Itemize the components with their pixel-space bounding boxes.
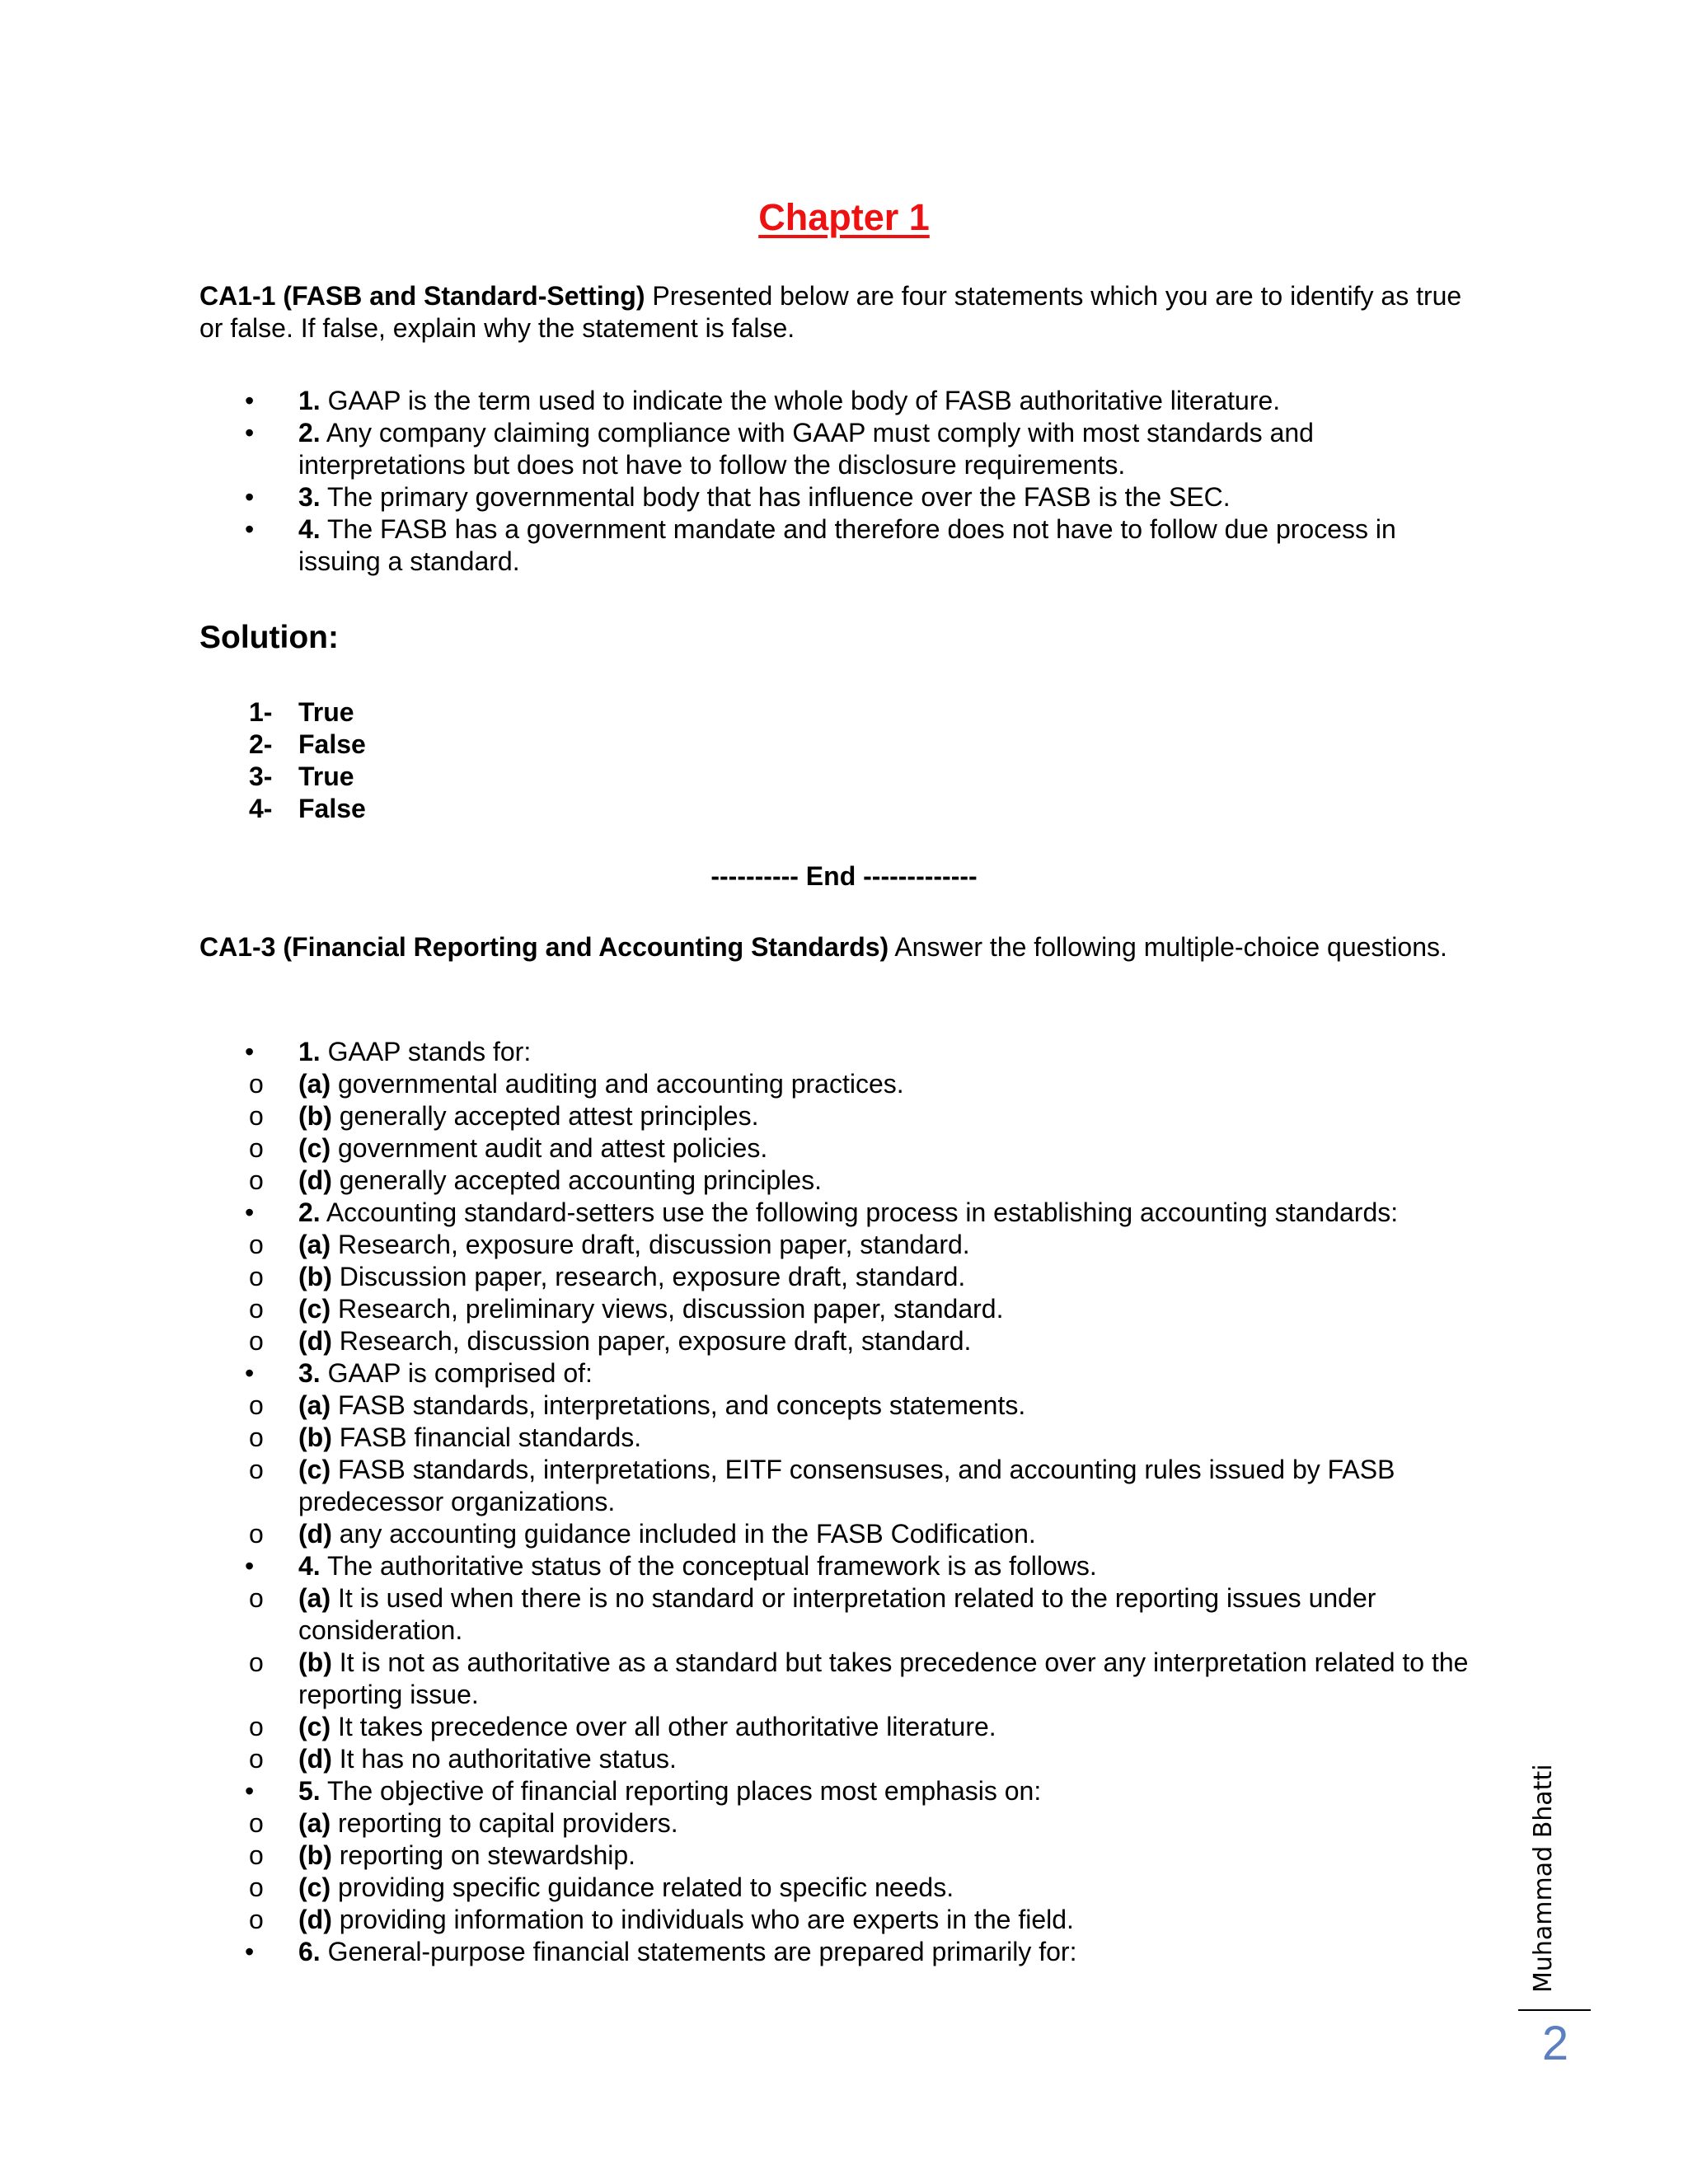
option-letter: (b) xyxy=(298,1262,332,1291)
circle-bullet-icon: o xyxy=(249,1455,264,1484)
statement-number: 4. xyxy=(298,514,321,544)
end-marker: ---------- End ------------- xyxy=(710,861,978,891)
bullet-icon: • xyxy=(245,1776,255,1806)
ca1-1-intro xyxy=(199,280,1485,344)
answer-value: False xyxy=(298,794,366,823)
option-item xyxy=(249,1840,1485,1872)
ca1-3-intro xyxy=(199,931,1485,963)
question-text: The objective of financial reporting places most emphasis on: xyxy=(320,1776,1042,1806)
answer-number: 1- xyxy=(249,697,273,727)
option-text: FASB financial standards. xyxy=(331,1422,642,1452)
bullet-icon: • xyxy=(245,514,255,544)
option-letter: (c) xyxy=(298,1712,331,1741)
ca1-3-heading: CA1-3 (Financial Reporting and Accounting Standards) xyxy=(199,932,889,962)
option-list xyxy=(199,1807,1485,1936)
circle-bullet-icon: o xyxy=(249,1326,264,1356)
statement-text: Any company claiming compliance with GAAP must comply with most standards and interpretations but does not have to follow the disclosure requirements. xyxy=(298,418,1314,480)
question-number: 1. xyxy=(298,1037,321,1066)
author-name: Muhammad Bhatti xyxy=(1529,1764,1558,1993)
circle-bullet-icon: o xyxy=(249,1647,264,1677)
chapter-title: Chapter 1 xyxy=(758,196,930,238)
option-text: reporting on stewardship. xyxy=(331,1840,636,1870)
option-item xyxy=(249,1100,1485,1132)
ca1-3-intro-text: Answer the following multiple-choice questions. xyxy=(889,932,1447,962)
circle-bullet-icon: o xyxy=(249,1744,264,1774)
option-item xyxy=(249,1872,1485,1904)
option-item xyxy=(249,1711,1485,1743)
question-text: The authoritative status of the conceptual framework is as follows. xyxy=(320,1551,1097,1581)
statement-item xyxy=(199,481,1485,513)
bullet-icon: • xyxy=(245,1937,255,1966)
circle-bullet-icon: o xyxy=(249,1840,264,1870)
circle-bullet-icon: o xyxy=(249,1294,264,1324)
option-item xyxy=(249,1229,1485,1261)
bullet-icon: • xyxy=(245,1358,255,1388)
statement-item xyxy=(199,385,1485,417)
question-text: Accounting standard-setters use the following process in establishing accounting standards: xyxy=(320,1197,1399,1227)
circle-bullet-icon: o xyxy=(249,1230,264,1259)
option-letter: (c) xyxy=(298,1455,331,1484)
circle-bullet-icon: o xyxy=(249,1165,264,1195)
statement-text: The primary governmental body that has influence over the FASB is the SEC. xyxy=(320,482,1231,512)
ca1-1-section xyxy=(199,280,1485,344)
page-number: 2 xyxy=(1541,2017,1569,2070)
circle-bullet-icon: o xyxy=(249,1069,264,1099)
option-letter: (d) xyxy=(298,1326,332,1356)
solution-heading: Solution: xyxy=(199,620,339,655)
option-text: reporting to capital providers. xyxy=(331,1808,678,1838)
option-letter: (a) xyxy=(298,1390,331,1420)
option-text: government audit and attest policies. xyxy=(331,1133,768,1163)
ca1-3-section xyxy=(199,931,1485,963)
circle-bullet-icon: o xyxy=(249,1262,264,1291)
answer-value: True xyxy=(298,697,354,727)
question-item xyxy=(199,1036,1485,1197)
question-number: 4. xyxy=(298,1551,321,1581)
circle-bullet-icon: o xyxy=(249,1808,264,1838)
option-text: FASB standards, interpretations, and concepts statements. xyxy=(331,1390,1026,1420)
answer-row xyxy=(249,793,366,825)
circle-bullet-icon: o xyxy=(249,1583,264,1613)
ca1-1-statements xyxy=(199,385,1485,578)
ca1-1-heading: CA1-1 (FASB and Standard-Setting) xyxy=(199,281,645,311)
sidebar-divider xyxy=(1518,2009,1591,2011)
option-item xyxy=(249,1132,1485,1165)
question-list xyxy=(199,1036,1485,1968)
option-letter: (b) xyxy=(298,1422,332,1452)
bullet-icon: • xyxy=(245,418,255,448)
option-text: generally accepted accounting principles. xyxy=(331,1165,822,1195)
option-letter: (b) xyxy=(298,1840,332,1870)
option-item xyxy=(249,1807,1485,1840)
question-item xyxy=(199,1550,1485,1775)
answer-row xyxy=(249,696,366,729)
question-item xyxy=(199,1197,1485,1357)
statement-number: 3. xyxy=(298,482,321,512)
option-letter: (b) xyxy=(298,1647,332,1677)
answer-value: False xyxy=(298,729,366,759)
option-letter: (d) xyxy=(298,1519,332,1549)
option-text: Research, exposure draft, discussion paper, standard. xyxy=(331,1230,970,1259)
option-text: providing specific guidance related to specific needs. xyxy=(331,1872,954,1902)
option-text: any accounting guidance included in the FASB Codification. xyxy=(331,1519,1036,1549)
option-letter: (a) xyxy=(298,1230,331,1259)
ca1-1-intro-text: Presented below are four statements which you are to identify as true or false. If false, explain why the statement is false. xyxy=(199,281,1462,343)
option-item xyxy=(249,1261,1485,1293)
option-list xyxy=(199,1582,1485,1775)
question-item xyxy=(199,1357,1485,1550)
option-item xyxy=(249,1325,1485,1357)
circle-bullet-icon: o xyxy=(249,1519,264,1549)
circle-bullet-icon: o xyxy=(249,1905,264,1934)
statement-text: GAAP is the term used to indicate the whole body of FASB authoritative literature. xyxy=(320,386,1281,415)
circle-bullet-icon: o xyxy=(249,1390,264,1420)
option-text: generally accepted attest principles. xyxy=(331,1101,759,1131)
option-text: providing information to individuals who are experts in the field. xyxy=(331,1905,1074,1934)
option-letter: (c) xyxy=(298,1872,331,1902)
statement-list xyxy=(199,385,1485,578)
answer-value: True xyxy=(298,762,354,791)
option-letter: (d) xyxy=(298,1744,332,1774)
answer-number: 2- xyxy=(249,729,273,759)
option-letter: (a) xyxy=(298,1583,331,1613)
question-item xyxy=(199,1775,1485,1936)
question-text: General-purpose financial statements are prepared primarily for: xyxy=(320,1937,1077,1966)
answer-row xyxy=(249,729,366,761)
question-number: 2. xyxy=(298,1197,321,1227)
option-letter: (b) xyxy=(298,1101,332,1131)
option-letter: (c) xyxy=(298,1294,331,1324)
circle-bullet-icon: o xyxy=(249,1101,264,1131)
question-number: 3. xyxy=(298,1358,321,1388)
option-text: It is used when there is no standard or interpretation related to the reporting issues under consideration. xyxy=(298,1583,1376,1645)
option-text: It takes precedence over all other authoritative literature. xyxy=(331,1712,996,1741)
option-item xyxy=(249,1165,1485,1197)
ca1-3-questions xyxy=(199,1036,1485,1968)
option-list xyxy=(199,1068,1485,1197)
question-text: GAAP is comprised of: xyxy=(320,1358,593,1388)
option-letter: (a) xyxy=(298,1808,331,1838)
option-text: It has no authoritative status. xyxy=(331,1744,677,1774)
bullet-icon: • xyxy=(245,482,255,512)
option-text: Research, discussion paper, exposure draft, standard. xyxy=(331,1326,972,1356)
bullet-icon: • xyxy=(245,1551,255,1581)
option-letter: (d) xyxy=(298,1905,332,1934)
option-list xyxy=(199,1229,1485,1357)
bullet-icon: • xyxy=(245,386,255,415)
question-number: 6. xyxy=(298,1937,321,1966)
option-text: Research, preliminary views, discussion paper, standard. xyxy=(331,1294,1004,1324)
option-letter: (c) xyxy=(298,1133,331,1163)
option-item xyxy=(249,1904,1485,1936)
option-text: governmental auditing and accounting practices. xyxy=(331,1069,904,1099)
answer-number: 4- xyxy=(249,794,273,823)
option-item xyxy=(249,1068,1485,1100)
option-text: Discussion paper, research, exposure draft, standard. xyxy=(331,1262,966,1291)
bullet-icon: • xyxy=(245,1197,255,1227)
option-letter: (a) xyxy=(298,1069,331,1099)
option-item xyxy=(249,1422,1485,1454)
option-text: FASB standards, interpretations, EITF consensuses, and accounting rules issued by FASB predecessor organizations. xyxy=(298,1455,1395,1516)
option-text: It is not as authoritative as a standard but takes precedence over any interpretation related to the reporting issue. xyxy=(298,1647,1469,1709)
statement-item xyxy=(199,513,1485,578)
answer-number: 3- xyxy=(249,762,273,791)
statement-number: 2. xyxy=(298,418,321,448)
option-item xyxy=(249,1293,1485,1325)
option-item xyxy=(249,1743,1485,1775)
option-list xyxy=(199,1390,1485,1550)
option-item xyxy=(249,1518,1485,1550)
option-item xyxy=(249,1582,1485,1647)
statement-item xyxy=(199,417,1485,481)
option-letter: (d) xyxy=(298,1165,332,1195)
statement-number: 1. xyxy=(298,386,321,415)
circle-bullet-icon: o xyxy=(249,1712,264,1741)
option-item xyxy=(249,1454,1485,1518)
circle-bullet-icon: o xyxy=(249,1133,264,1163)
solution-answers xyxy=(249,696,366,825)
question-text: GAAP stands for: xyxy=(320,1037,532,1066)
question-number: 5. xyxy=(298,1776,321,1806)
statement-text: The FASB has a government mandate and therefore does not have to follow due process in issuing a standard. xyxy=(298,514,1396,576)
option-item xyxy=(249,1390,1485,1422)
circle-bullet-icon: o xyxy=(249,1422,264,1452)
bullet-icon: • xyxy=(245,1037,255,1066)
answer-row xyxy=(249,761,366,793)
option-item xyxy=(249,1647,1485,1711)
question-item xyxy=(199,1936,1485,1968)
circle-bullet-icon: o xyxy=(249,1872,264,1902)
